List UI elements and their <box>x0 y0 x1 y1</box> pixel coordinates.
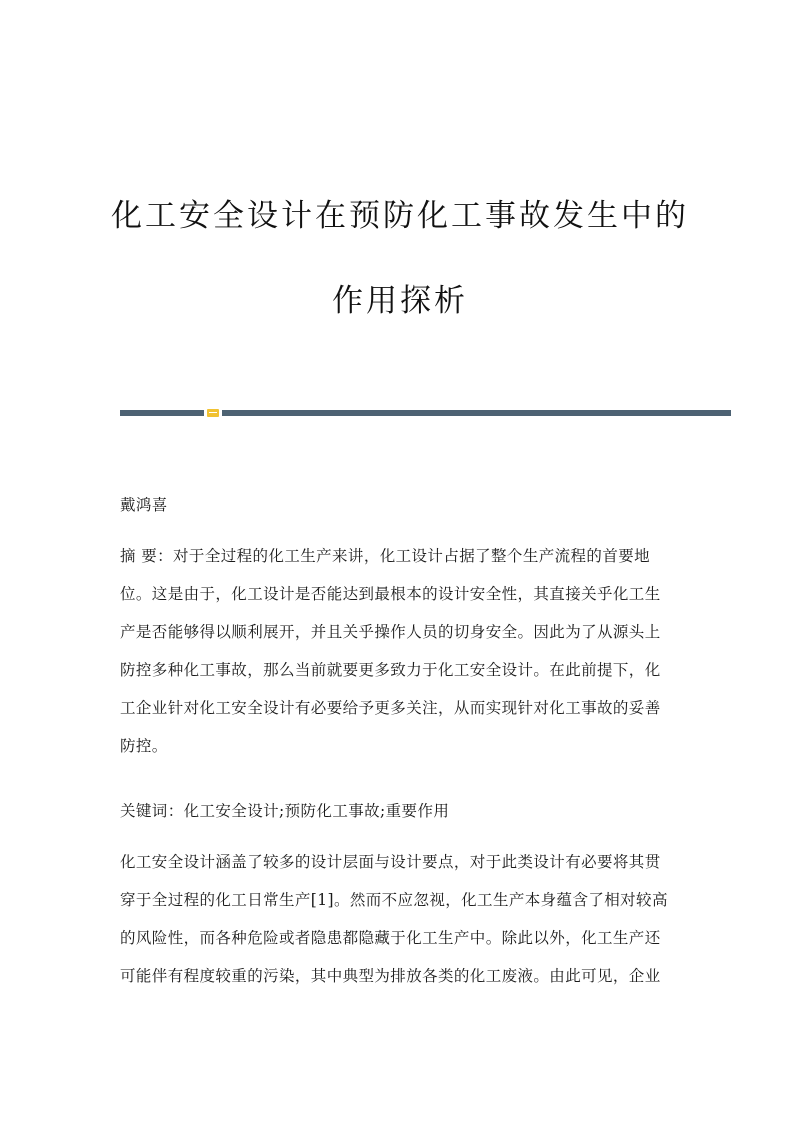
title-line-2: 作用探析 <box>332 283 468 319</box>
body-line: 的风险性，而各种危险或者隐患都隐藏于化工生产中。除此以外，化工生产还 <box>120 929 661 947</box>
body-line: 化工安全设计涵盖了较多的设计层面与设计要点，对于此类设计有必要将其贯 <box>120 853 661 871</box>
envelope-icon <box>207 409 219 417</box>
abstract-line: 防控多种化工事故，那么当前就要更多致力于化工安全设计。在此前提下，化 <box>120 661 661 679</box>
divider-bar-left <box>120 410 204 416</box>
abstract-line: 摘 要：对于全过程的化工生产来讲，化工设计占据了整个生产流程的首要地 <box>120 547 651 565</box>
abstract-line: 防控。 <box>120 737 168 755</box>
author-name: 戴鸿喜 <box>120 496 168 514</box>
abstract-line: 位。这是由于，化工设计是否能达到最根本的设计安全性，其直接关乎化工生 <box>120 585 661 603</box>
divider-bar-right <box>222 410 731 416</box>
abstract-line: 工企业针对化工安全设计有必要给予更多关注，从而实现针对化工事故的妥善 <box>120 699 661 717</box>
abstract-line: 产是否能够得以顺利展开，并且关乎操作人员的切身安全。因此为了从源头上 <box>120 623 661 641</box>
body-line: 可能伴有程度较重的污染，其中典型为排放各类的化工废液。由此可见，企业 <box>120 967 661 985</box>
body-line: 穿于全过程的化工日常生产[1]。然而不应忽视，化工生产本身蕴含了相对较高 <box>120 891 668 909</box>
body-paragraph <box>120 850 685 1010</box>
abstract-block <box>120 544 685 774</box>
keywords-line: 关键词：化工安全设计;预防化工事故;重要作用 <box>120 802 450 820</box>
title-line-1: 化工安全设计在预防化工事故发生中的 <box>111 198 689 234</box>
title-divider <box>120 409 731 417</box>
